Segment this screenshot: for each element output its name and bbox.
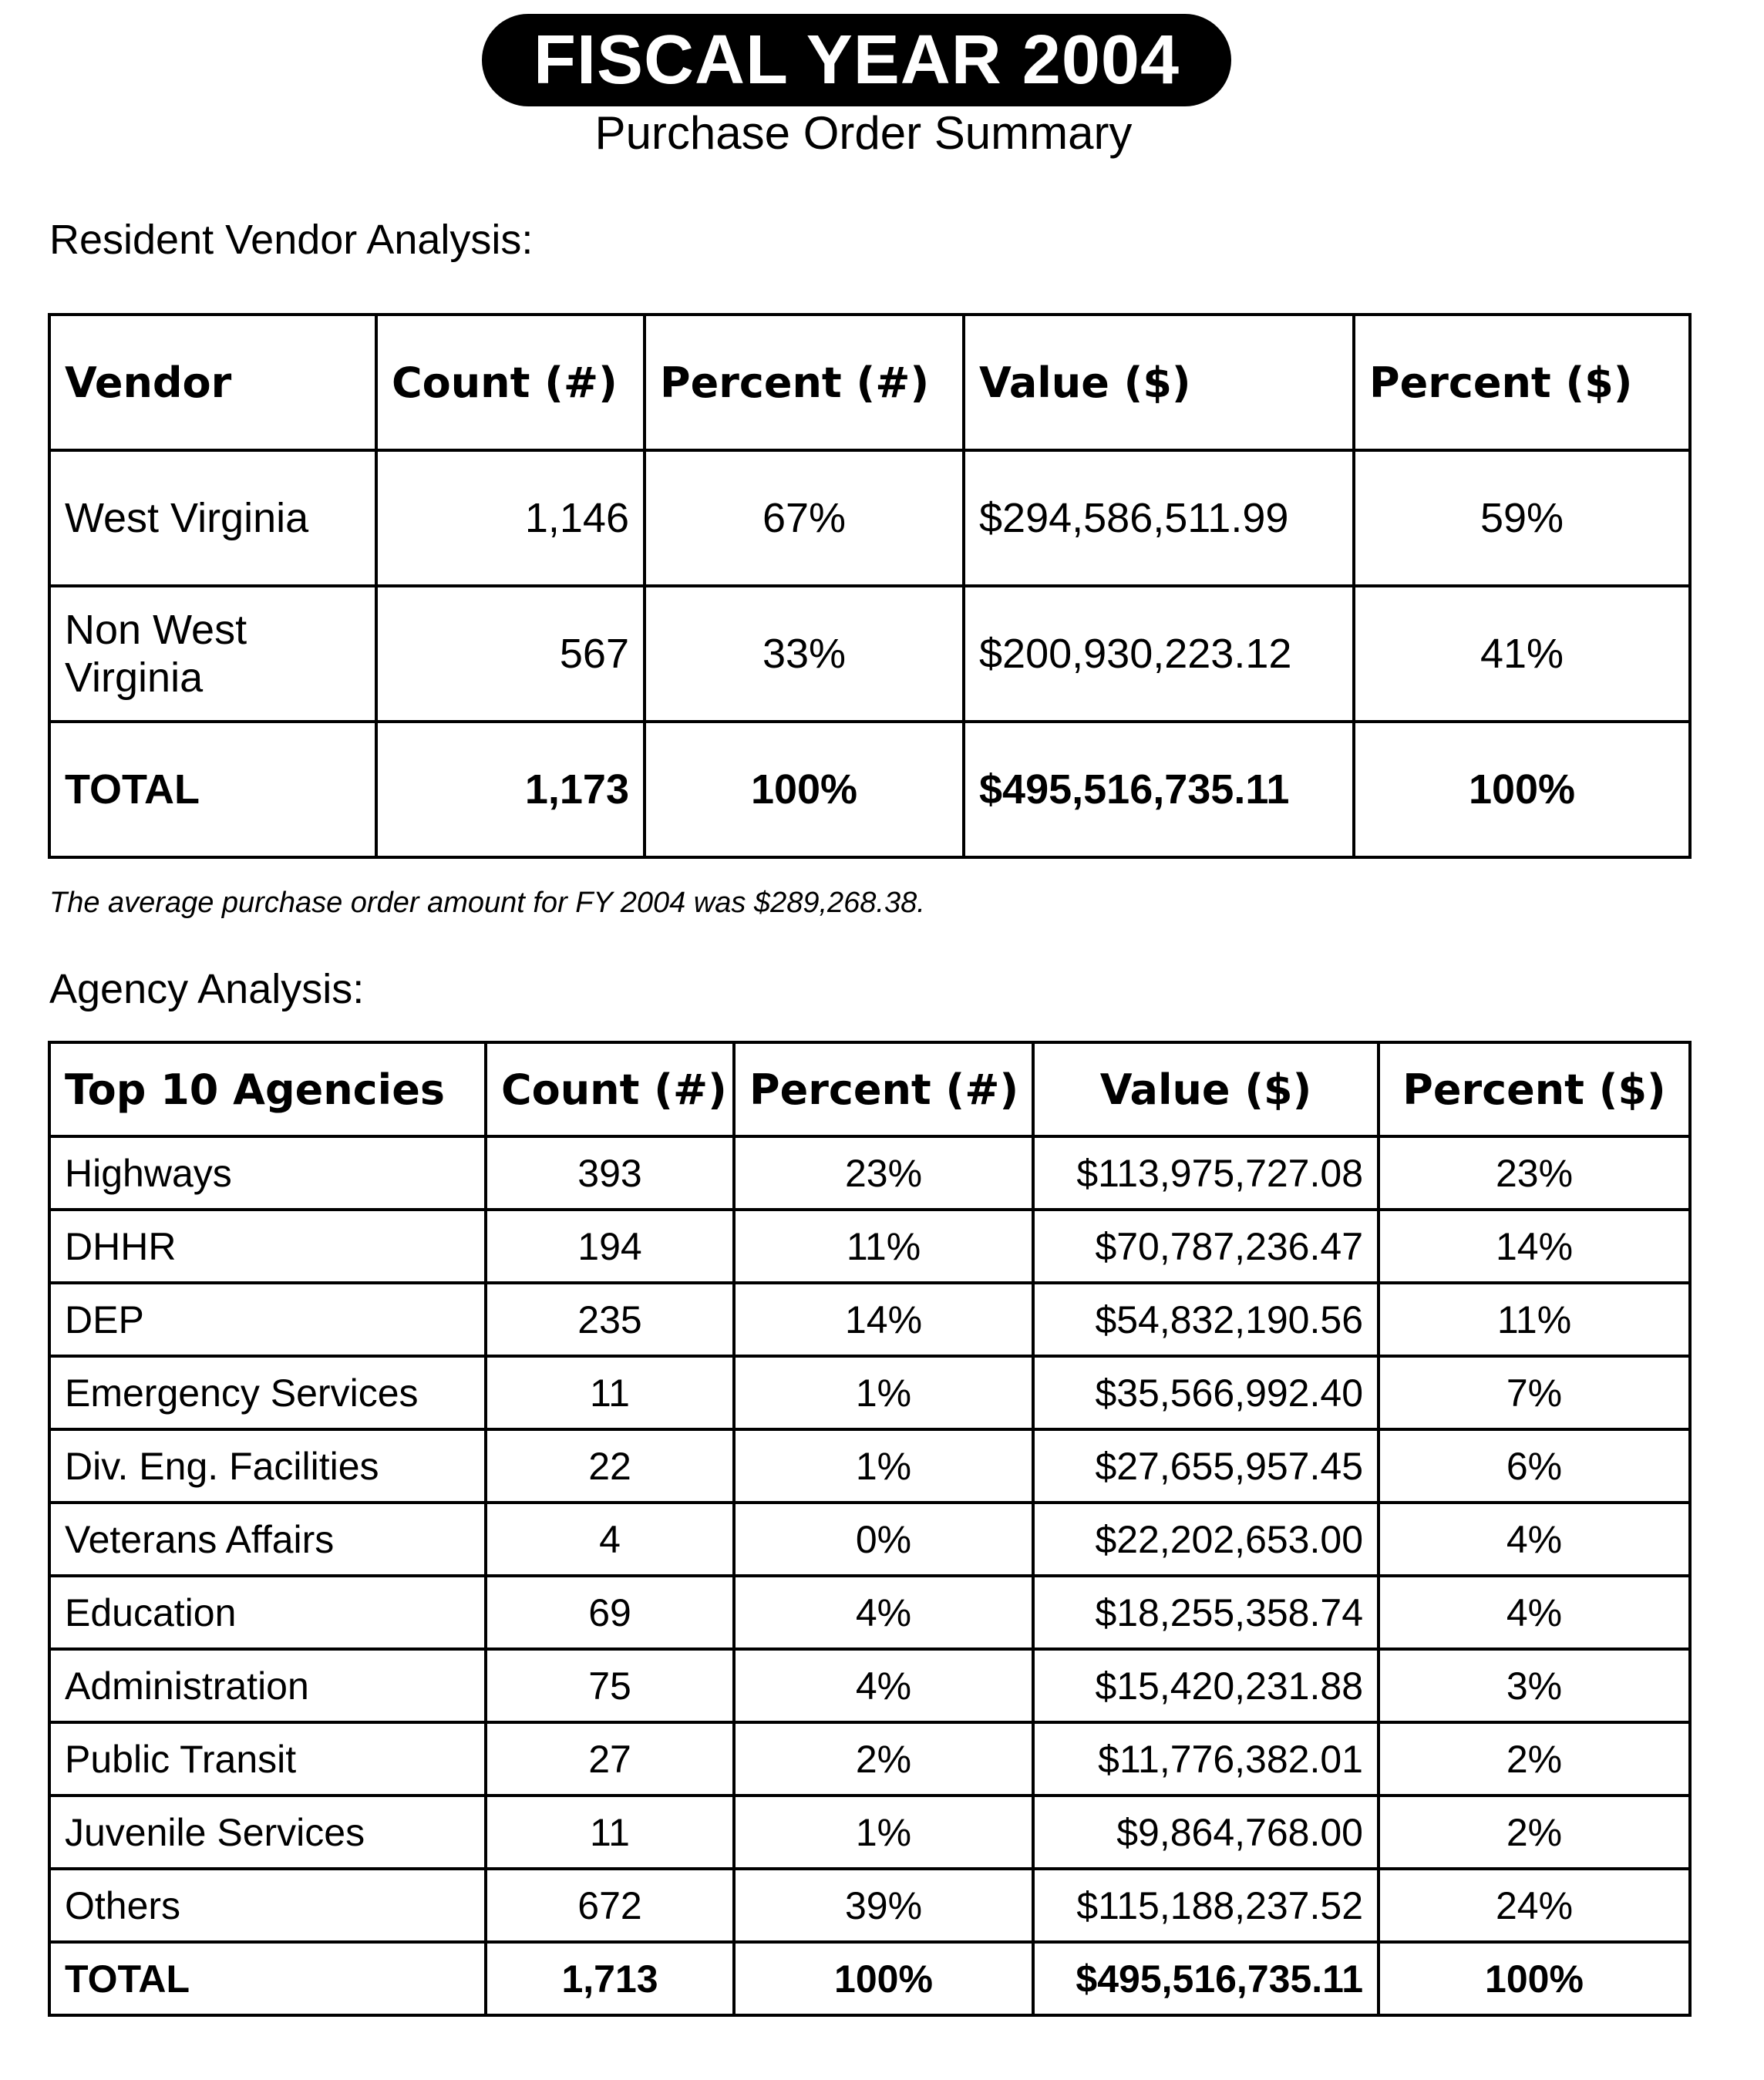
agency-name-cell: DHHR	[49, 1210, 486, 1283]
percent-value-cell: 6%	[1379, 1429, 1690, 1503]
value-cell: $27,655,957.45	[1033, 1429, 1379, 1503]
vendor-name-cell: West Virginia	[49, 450, 376, 586]
percent-count-cell: 2%	[734, 1722, 1033, 1796]
percent-value-cell: 23%	[1379, 1136, 1690, 1210]
value-cell: $70,787,236.47	[1033, 1210, 1379, 1283]
percent-value-cell: 11%	[1379, 1283, 1690, 1356]
agency-name-cell: Education	[49, 1576, 486, 1649]
value-cell: $22,202,653.00	[1033, 1503, 1379, 1576]
percent-value-cell: 2%	[1379, 1722, 1690, 1796]
column-header-value: Value ($)	[1033, 1042, 1379, 1136]
count-cell: 27	[486, 1722, 734, 1796]
vendor-name-cell: Non West Virginia	[49, 586, 376, 722]
value-cell: $11,776,382.01	[1033, 1722, 1379, 1796]
column-header-percent-count: Percent (#)	[645, 315, 964, 450]
page-subtitle: Purchase Order Summary	[594, 107, 1133, 159]
agency-name-cell: Public Transit	[49, 1722, 486, 1796]
vendor-analysis-table	[48, 313, 1692, 859]
total-percent-value-cell: 100%	[1379, 1942, 1690, 2015]
count-cell: 4	[486, 1503, 734, 1576]
percent-value-cell: 14%	[1379, 1210, 1690, 1283]
percent-count-cell: 0%	[734, 1503, 1033, 1576]
agency-section-label: Agency Analysis:	[49, 966, 365, 1012]
count-cell: 69	[486, 1576, 734, 1649]
percent-count-cell: 4%	[734, 1576, 1033, 1649]
table-row	[49, 1503, 1690, 1576]
total-row	[49, 1942, 1690, 2015]
column-header-percent-value: Percent ($)	[1379, 1042, 1690, 1136]
percent-count-cell: 1%	[734, 1429, 1033, 1503]
agency-name-cell: Others	[49, 1869, 486, 1942]
percent-value-cell: 4%	[1379, 1503, 1690, 1576]
percent-value-cell: 24%	[1379, 1869, 1690, 1942]
count-cell: 75	[486, 1649, 734, 1722]
agency-name-cell: Administration	[49, 1649, 486, 1722]
table-row	[49, 1722, 1690, 1796]
count-cell: 1,146	[376, 450, 645, 586]
total-row	[49, 722, 1690, 857]
percent-count-cell: 14%	[734, 1283, 1033, 1356]
column-header-value: Value ($)	[964, 315, 1354, 450]
column-header-vendor: Vendor	[49, 315, 376, 450]
agency-name-cell: Veterans Affairs	[49, 1503, 486, 1576]
column-header-percent-value: Percent ($)	[1354, 315, 1690, 450]
count-cell: 235	[486, 1283, 734, 1356]
value-cell: $54,832,190.56	[1033, 1283, 1379, 1356]
value-cell: $294,586,511.99	[964, 450, 1354, 586]
count-cell: 567	[376, 586, 645, 722]
agency-name-cell: Emergency Services	[49, 1356, 486, 1429]
value-cell: $9,864,768.00	[1033, 1796, 1379, 1869]
value-cell: $115,188,237.52	[1033, 1869, 1379, 1942]
count-cell: 11	[486, 1356, 734, 1429]
agency-name-cell: Juvenile Services	[49, 1796, 486, 1869]
count-cell: 194	[486, 1210, 734, 1283]
table-row	[49, 1869, 1690, 1942]
value-cell: $15,420,231.88	[1033, 1649, 1379, 1722]
vendor-section-label: Resident Vendor Analysis:	[49, 217, 534, 263]
total-percent-value-cell: 100%	[1354, 722, 1690, 857]
value-cell: $113,975,727.08	[1033, 1136, 1379, 1210]
table-row	[49, 1283, 1690, 1356]
total-value-cell: $495,516,735.11	[964, 722, 1354, 857]
table-row	[49, 586, 1690, 722]
total-count-cell: 1,173	[376, 722, 645, 857]
value-cell: $18,255,358.74	[1033, 1576, 1379, 1649]
count-cell: 22	[486, 1429, 734, 1503]
count-cell: 672	[486, 1869, 734, 1942]
total-count-cell: 1,713	[486, 1942, 734, 2015]
percent-count-cell: 67%	[645, 450, 964, 586]
column-header-count: Count (#)	[486, 1042, 734, 1136]
total-value-cell: $495,516,735.11	[1033, 1942, 1379, 2015]
percent-count-cell: 33%	[645, 586, 964, 722]
column-header-percent-count: Percent (#)	[734, 1042, 1033, 1136]
table-row	[49, 1429, 1690, 1503]
table-header-row	[49, 315, 1690, 450]
column-header-agency: Top 10 Agencies	[49, 1042, 486, 1136]
percent-value-cell: 59%	[1354, 450, 1690, 586]
table-row	[49, 450, 1690, 586]
percent-value-cell: 41%	[1354, 586, 1690, 722]
table-row	[49, 1356, 1690, 1429]
percent-value-cell: 2%	[1379, 1796, 1690, 1869]
table-row	[49, 1576, 1690, 1649]
percent-value-cell: 3%	[1379, 1649, 1690, 1722]
total-percent-count-cell: 100%	[734, 1942, 1033, 2015]
table-row	[49, 1649, 1690, 1722]
percent-count-cell: 23%	[734, 1136, 1033, 1210]
table-row	[49, 1210, 1690, 1283]
percent-value-cell: 7%	[1379, 1356, 1690, 1429]
percent-count-cell: 4%	[734, 1649, 1033, 1722]
column-header-count: Count (#)	[376, 315, 645, 450]
percent-count-cell: 1%	[734, 1796, 1033, 1869]
percent-value-cell: 4%	[1379, 1576, 1690, 1649]
agency-name-cell: Highways	[49, 1136, 486, 1210]
table-row	[49, 1136, 1690, 1210]
percent-count-cell: 39%	[734, 1869, 1033, 1942]
agency-name-cell: Div. Eng. Facilities	[49, 1429, 486, 1503]
percent-count-cell: 11%	[734, 1210, 1033, 1283]
value-cell: $35,566,992.40	[1033, 1356, 1379, 1429]
percent-count-cell: 1%	[734, 1356, 1033, 1429]
agency-analysis-table	[48, 1041, 1692, 2017]
table-header-row	[49, 1042, 1690, 1136]
value-cell: $200,930,223.12	[964, 586, 1354, 722]
count-cell: 11	[486, 1796, 734, 1869]
count-cell: 393	[486, 1136, 734, 1210]
table-row	[49, 1796, 1690, 1869]
agency-name-cell: DEP	[49, 1283, 486, 1356]
total-percent-count-cell: 100%	[645, 722, 964, 857]
total-label-cell: TOTAL	[49, 722, 376, 857]
total-label-cell: TOTAL	[49, 1942, 486, 2015]
average-po-note: The average purchase order amount for FY 2004 was $289,268.38.	[49, 887, 925, 919]
page-title: FISCAL YEAR 2004	[482, 14, 1231, 106]
